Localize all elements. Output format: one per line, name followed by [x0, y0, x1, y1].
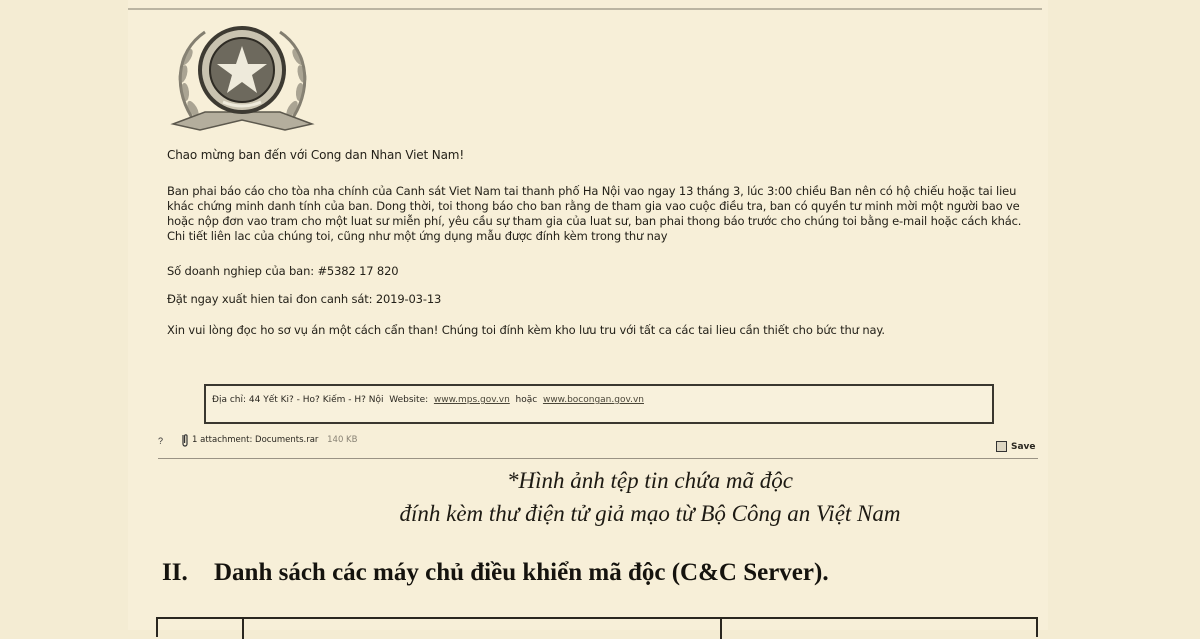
email-closing: Xin vui lòng đọc ho sơ vụ án một cách cẩn than! Chúng toi đính kèm kho lưu tru với tất ca các tai lieu cần thiết cho bức thư nay. — [167, 323, 885, 337]
attachment-bar — [158, 430, 1038, 459]
section-title: Danh sách các máy chủ điều khiển mã độc (C&C Server). — [214, 559, 829, 586]
police-emblem-icon — [165, 12, 320, 137]
address-line — [212, 395, 644, 405]
business-number: Số doanh nghiep của ban: #5382 17 820 — [167, 264, 399, 278]
or-text: hoặc — [515, 395, 538, 405]
email-body: Ban phai báo cáo cho tòa nha chính của Canh sát Viet Nam tai thanh phố Ha Nội vao ngay 13 tháng 3, lúc 3:00 chiều Ban nên có hộ chiếu hoặc tai lieu khác chứng minh danh tính của ban. Dong thời, toi thong báo cho ban rằng de tham gia vao cuộc điều tra, ban có quyền tư minh mời một người bao ve hoặc nộp đơn vao tram cho một luat sư miễn phí, yêu cầu sự tham gia của luat sư, ban phai thong báo trước cho chúng toi bằng e-mail hoặc cách khác. Chi tiết liên lac của chúng toi, cũng như một ứng dụng mẫu được đính kèm trong thư nay — [167, 184, 1022, 243]
address-box — [204, 384, 994, 424]
attachment-size: 140 KB — [327, 435, 358, 445]
appointment-date: Đặt ngay xuất hien tai đon canh sát: 2019-03-13 — [167, 292, 442, 306]
caption-line-2: đính kèm thư điện tử giả mạo từ Bộ Công an Việt Nam — [399, 501, 901, 526]
website-link-bocongan[interactable]: www.bocongan.gov.vn — [542, 395, 644, 405]
email-greeting: Chao mừng ban đến với Cong dan Nhan Viet Nam! — [167, 148, 464, 162]
attachment-name[interactable]: 1 attachment: Documents.rar — [192, 435, 319, 445]
table-column-divider — [242, 619, 244, 639]
attachment-link[interactable] — [192, 435, 357, 445]
attachment-marker: ? — [158, 436, 164, 446]
table-column-divider — [720, 619, 722, 639]
save-icon[interactable] — [996, 441, 1007, 452]
section-heading — [162, 559, 829, 587]
top-divider — [128, 8, 1042, 10]
section-number: II. — [162, 559, 188, 586]
server-table — [156, 617, 1038, 637]
paperclip-icon — [180, 433, 190, 447]
website-label: Website: — [389, 395, 429, 405]
website-link-mps[interactable]: www.mps.gov.vn — [433, 395, 510, 405]
caption-line-1: *Hình ảnh tệp tin chứa mã độc — [507, 468, 793, 493]
save-button[interactable]: Save — [1011, 442, 1036, 452]
address-label: Địa chỉ: 44 Yết Ki? - Ho? Kiếm - H? Nội — [212, 395, 384, 405]
